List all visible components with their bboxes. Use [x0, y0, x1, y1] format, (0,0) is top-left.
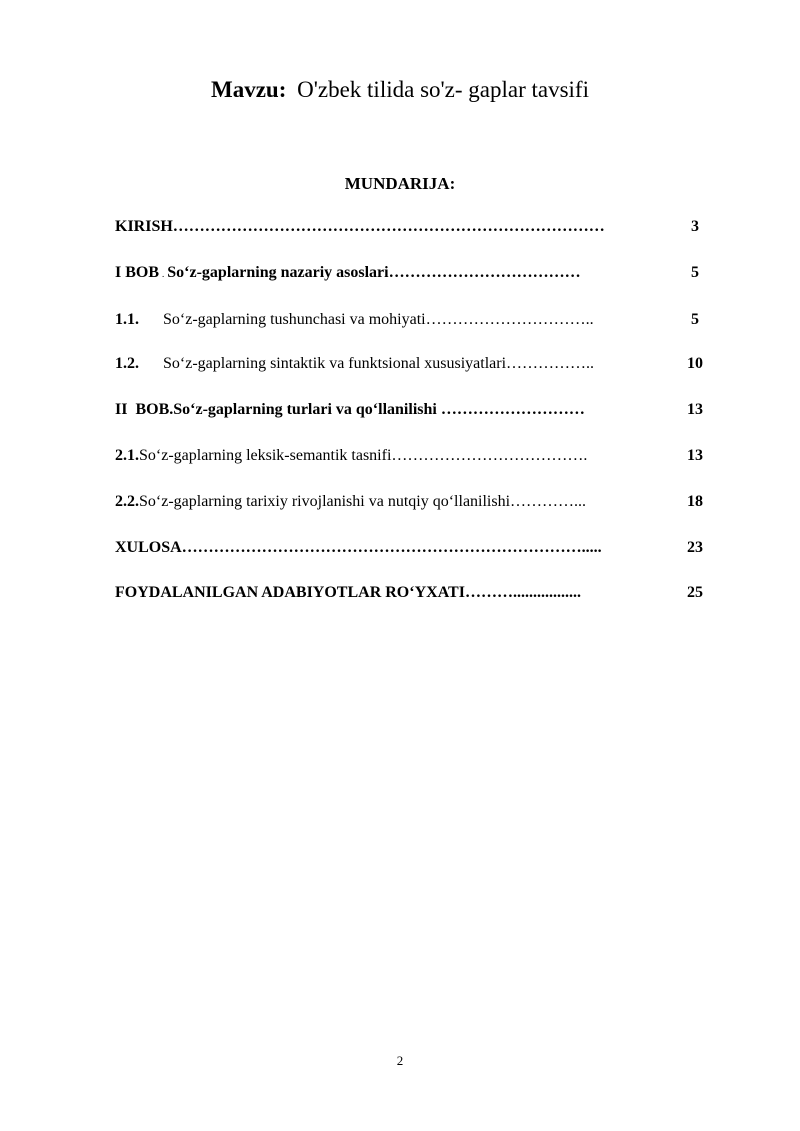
- toc-entry-title: So‘z-gaplarning leksik-semantik tasnifi……………………………….: [139, 447, 588, 464]
- toc-entry-page: 25: [687, 584, 703, 601]
- toc-entry-page: 10: [687, 355, 703, 372]
- toc-entry-page: 18: [687, 493, 703, 510]
- toc-entry-title-group: [115, 443, 587, 469]
- section-number: 1.2.: [115, 355, 139, 372]
- toc-entry-title: XULOSA………………………………………………………………….....: [115, 539, 602, 556]
- section-number: 2.1.: [115, 447, 139, 464]
- toc-entry-page: 3: [691, 218, 699, 235]
- topic-label: Mavzu:: [211, 77, 287, 102]
- toc-entry-title: KIRISH………………………………………………………………………: [115, 218, 605, 235]
- toc-entry-title: So‘z-gaplarning sintaktik va funktsional xususiyatlari……………..: [163, 355, 595, 372]
- separator-dot: .: [162, 269, 165, 279]
- toc-entry-title: So‘z-gaplarning tarixiy rivojlanishi va nutqiy qo‘llanilishi…………...: [139, 493, 587, 510]
- section-number: 1.1.: [115, 311, 139, 328]
- toc-entry-section-1-2: [115, 351, 715, 377]
- toc-entry-page: 5: [691, 264, 699, 281]
- toc-heading: MUNDARIJA:: [344, 174, 456, 193]
- toc-entry-page: 13: [687, 401, 703, 418]
- toc-entry-page: 13: [687, 447, 703, 464]
- toc-entry-kirish: [115, 214, 715, 240]
- toc-entry-title-group: [115, 260, 581, 287]
- toc-entry-chapter-1: [115, 260, 715, 286]
- topic-line: [0, 74, 800, 106]
- toc-entry-title: So‘z-gaplarning tushunchasi va mohiyati…………………………..: [163, 311, 594, 328]
- toc-entry-title: FOYDALANILGAN ADABIYOTLAR RO‘YXATI……….................: [115, 584, 581, 601]
- toc-entry-title: So‘z-gaplarning nazariy asoslari………………………………: [167, 264, 581, 281]
- toc-entry-section-2-1: [115, 443, 715, 469]
- toc-entry-section-2-2: [115, 489, 715, 515]
- toc-entry-references: [115, 580, 715, 606]
- toc-entry-xulosa: [115, 535, 715, 561]
- toc-entry-chapter-2: [115, 397, 715, 423]
- chapter-prefix: I BOB: [115, 264, 160, 281]
- toc-entry-title-group: [115, 351, 594, 377]
- topic-text: O'zbek tilida so'z- gaplar tavsifi: [297, 77, 589, 102]
- toc-entry-title: II BOB.So‘z-gaplarning turlari va qo‘llanilishi ………………………: [115, 401, 585, 418]
- toc-entry-section-1-1: [115, 307, 715, 333]
- toc-entry-page: 5: [691, 311, 699, 328]
- toc-entry-page: 23: [687, 539, 703, 556]
- toc-entry-title-group: [115, 489, 586, 515]
- section-number: 2.2.: [115, 493, 139, 510]
- toc-entry-title-group: [115, 307, 594, 333]
- page-number: 2: [396, 1053, 404, 1068]
